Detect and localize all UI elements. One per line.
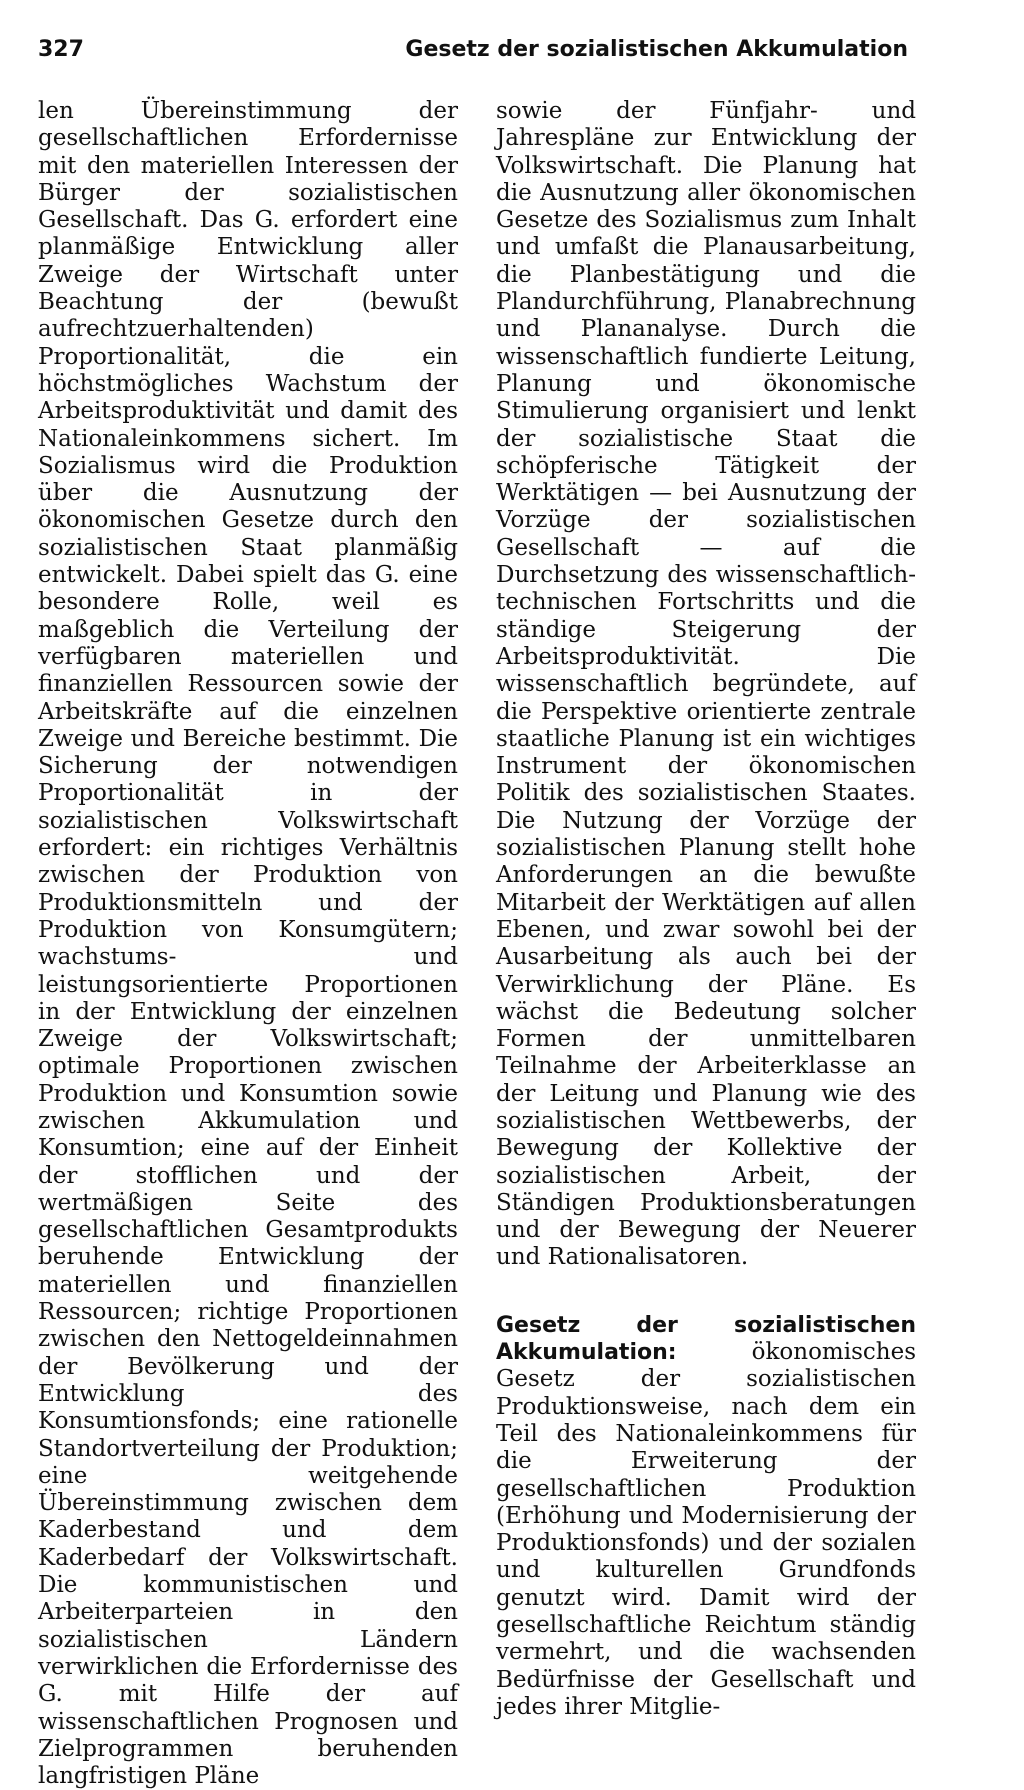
entry-definition: ökonomisches Gesetz der sozialistischen Produktionsweise, nach dem ein Teil des Nationaleinkommens für die Erweiterung der gesellschaftlichen Produktion (Erhöhung und Modernisierung der Produktionsfonds) und der sozialen und kulturellen Grundfonds genutzt wird. Damit wird der gesellschaftliche Reichtum ständig vermehrt, und die wachsenden Bedürfnisse der Gesellschaft und jedes ihrer Mitglie-: [496, 1339, 916, 1720]
right-column: [496, 98, 916, 1721]
running-head: Gesetz der sozialistischen Akkumulation: [405, 37, 908, 62]
right-column-continuation: sowie der Fünfjahr- und Jahrespläne zur Entwicklung der Volkswirtschaft. Die Planung hat die Ausnutzung aller ökonomischen Gesetze des Sozialismus zum Inhalt und umfaßt die Planausarbeitung, die Planbestätigung und die Plandurchführung, Planabrechnung und Plananalyse. Durch die wissenschaftlich fundierte Leitung, Planung und ökonomische Stimulierung organisiert und lenkt der sozialistische Staat die schöpferische Tätigkeit der Werktätigen — bei Ausnutzung der Vorzüge der sozialistischen Gesellschaft — auf die Durchsetzung des wissenschaftlich-technischen Fortschritts und die ständige Steigerung der Arbeitsproduktivität. Die wissenschaftlich begründete, auf die Perspektive orientierte zentrale staatliche Planung ist ein wichtiges Instrument der ökonomischen Politik des sozialistischen Staates. Die Nutzung der Vorzüge der sozialistischen Planung stellt hohe Anforderungen an die bewußte Mitarbeit der Werktätigen auf allen Ebenen, und zwar sowohl bei der Ausarbeitung als auch bei der Verwirklichung der Pläne. Es wächst die Bedeutung solcher Formen der unmittelbaren Teilnahme der Arbeiterklasse an der Leitung und Planung wie des sozialistischen Wettbewerbs, der Bewegung der Kollektive der sozialistischen Arbeit, der Ständigen Produktionsberatungen und der Bewegung der Neuerer und Rationalisatoren.: [496, 98, 916, 1271]
page-header: [38, 32, 908, 68]
left-column-paragraph: len Übereinstimmung der gesellschaftlichen Erfordernisse mit den materiellen Interessen der Bürger der sozialistischen Gesellschaft. Das G. erfordert eine planmäßige Entwicklung aller Zweige der Wirtschaft unter Beachtung der (bewußt aufrechtzuerhaltenden) Proportionalität, die ein höchstmögliches Wachstum der Arbeitsproduktivität und damit des Nationaleinkommens sichert. Im Sozialismus wird die Produktion über die Ausnutzung der ökonomischen Gesetze durch den sozialistischen Staat planmäßig entwickelt. Dabei spielt das G. eine besondere Rolle, weil es maßgeblich die Verteilung der verfügbaren materiellen und finanziellen Ressourcen sowie der Arbeitskräfte auf die einzelnen Zweige und Bereiche bestimmt. Die Sicherung der notwendigen Proportionalität in der sozialistischen Volkswirtschaft erfordert: ein richtiges Verhältnis zwischen der Produktion von Produktionsmitteln und der Produktion von Konsumgütern; wachstums- und leistungsorientierte Proportionen in der Entwicklung der einzelnen Zweige der Volkswirtschaft; optimale Proportionen zwischen Produktion und Konsumtion sowie zwischen Akkumulation und Konsumtion; eine auf der Einheit der stofflichen und der wertmäßigen Seite des gesellschaftlichen Gesamtprodukts beruhende Entwicklung der materiellen und finanziellen Ressourcen; richtige Proportionen zwischen den Nettogeldeinnahmen der Bevölkerung und der Entwicklung des Konsumtionsfonds; eine rationelle Standortverteilung der Produktion; eine weitgehende Übereinstimmung zwischen dem Kaderbestand und dem Kaderbedarf der Volkswirtschaft. Die kommunistischen und Arbeiterparteien in den sozialistischen Ländern verwirklichen die Erfordernisse des G. mit Hilfe der auf wissenschaftlichen Prognosen und Zielprogrammen beruhenden langfristigen Pläne: [38, 98, 458, 1790]
page-number: 327: [38, 37, 84, 62]
dictionary-entry: [496, 1312, 916, 1721]
left-column: [38, 98, 458, 1790]
entry-separator: [496, 1272, 916, 1312]
entry-lemma: Gesetz der sozialistischen Akkumulation:: [496, 1312, 916, 1366]
